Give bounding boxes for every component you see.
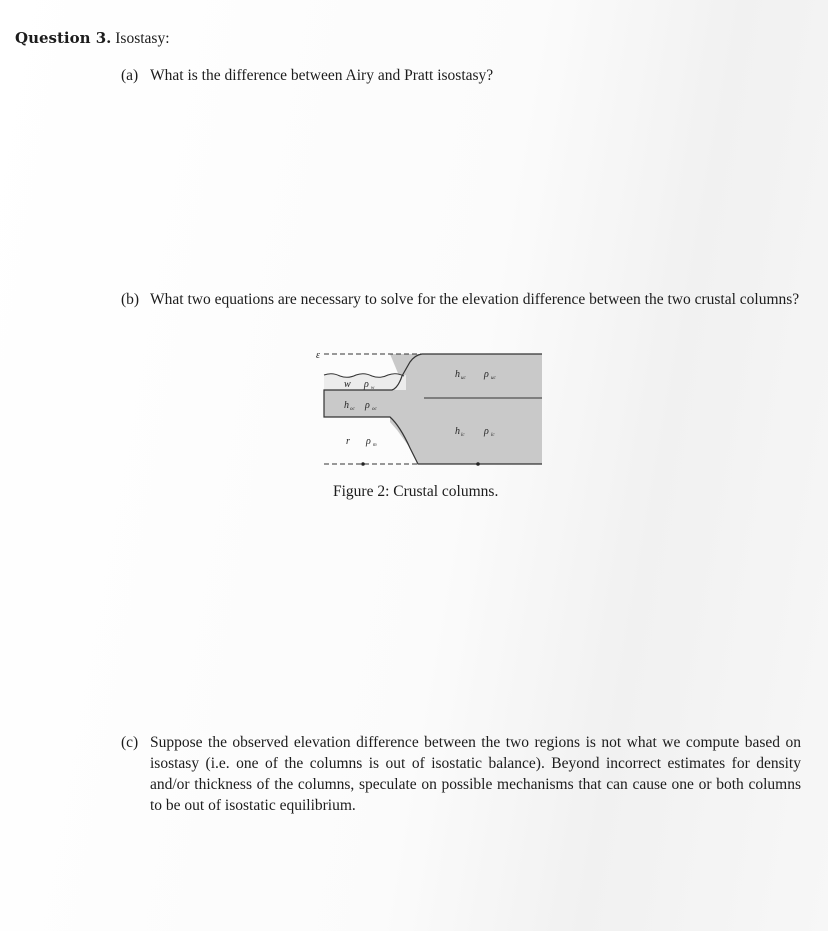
- question-number: Question 3.: [15, 29, 112, 47]
- part-c-label: (c): [121, 734, 139, 751]
- label-h-lc: h: [455, 426, 460, 437]
- sub-rho-oc: oc: [372, 407, 377, 412]
- continental-column: [390, 354, 542, 464]
- part-b: [121, 289, 801, 310]
- label-h-oc: h: [344, 400, 349, 411]
- sub-rho-lc: lc: [491, 433, 495, 438]
- label-rho-w: ρ: [364, 379, 369, 390]
- part-a-text: What is the difference between Airy and Pratt isostasy?: [150, 67, 494, 84]
- label-r: r: [346, 436, 350, 447]
- figure-caption: Figure 2: Crustal columns.: [333, 483, 499, 500]
- part-b-label: (b): [121, 291, 140, 308]
- part-c: [121, 732, 801, 816]
- sub-h-uc: uc: [461, 376, 466, 381]
- label-rho-uc: ρ: [484, 369, 489, 380]
- label-h-uc: h: [455, 369, 460, 380]
- part-b-text: What two equations are necessary to solve for the elevation difference between the two crustal columns?: [150, 291, 800, 308]
- sub-h-oc: oc: [350, 407, 355, 412]
- part-c-text: Suppose the observed elevation difference between the two regions is not what we compute based on isostasy (i.e. one of the columns is out of isostatic balance). Beyond incorrect estimates for density and/or thickness of the columns, speculate on possible mechanisms that can cause one or both columns to be out of isostatic equilibrium.: [150, 734, 801, 814]
- crustal-columns-figure: [310, 346, 550, 476]
- label-epsilon: ε: [316, 350, 320, 361]
- label-rho-lc: ρ: [484, 426, 489, 437]
- part-a: [121, 65, 801, 86]
- label-rho-oc: ρ: [365, 400, 370, 411]
- sub-rho-m: m: [373, 443, 377, 448]
- compensation-point-left: [361, 462, 365, 466]
- sub-h-lc: lc: [461, 433, 465, 438]
- label-w: w: [344, 379, 351, 390]
- sub-w: w: [371, 386, 375, 391]
- question-topic: Isostasy:: [115, 30, 170, 47]
- compensation-point-right: [476, 462, 480, 466]
- sub-rho-uc: uc: [491, 376, 496, 381]
- label-rho-m: ρ: [366, 436, 371, 447]
- part-a-label: (a): [121, 67, 139, 84]
- question-heading: [15, 29, 170, 48]
